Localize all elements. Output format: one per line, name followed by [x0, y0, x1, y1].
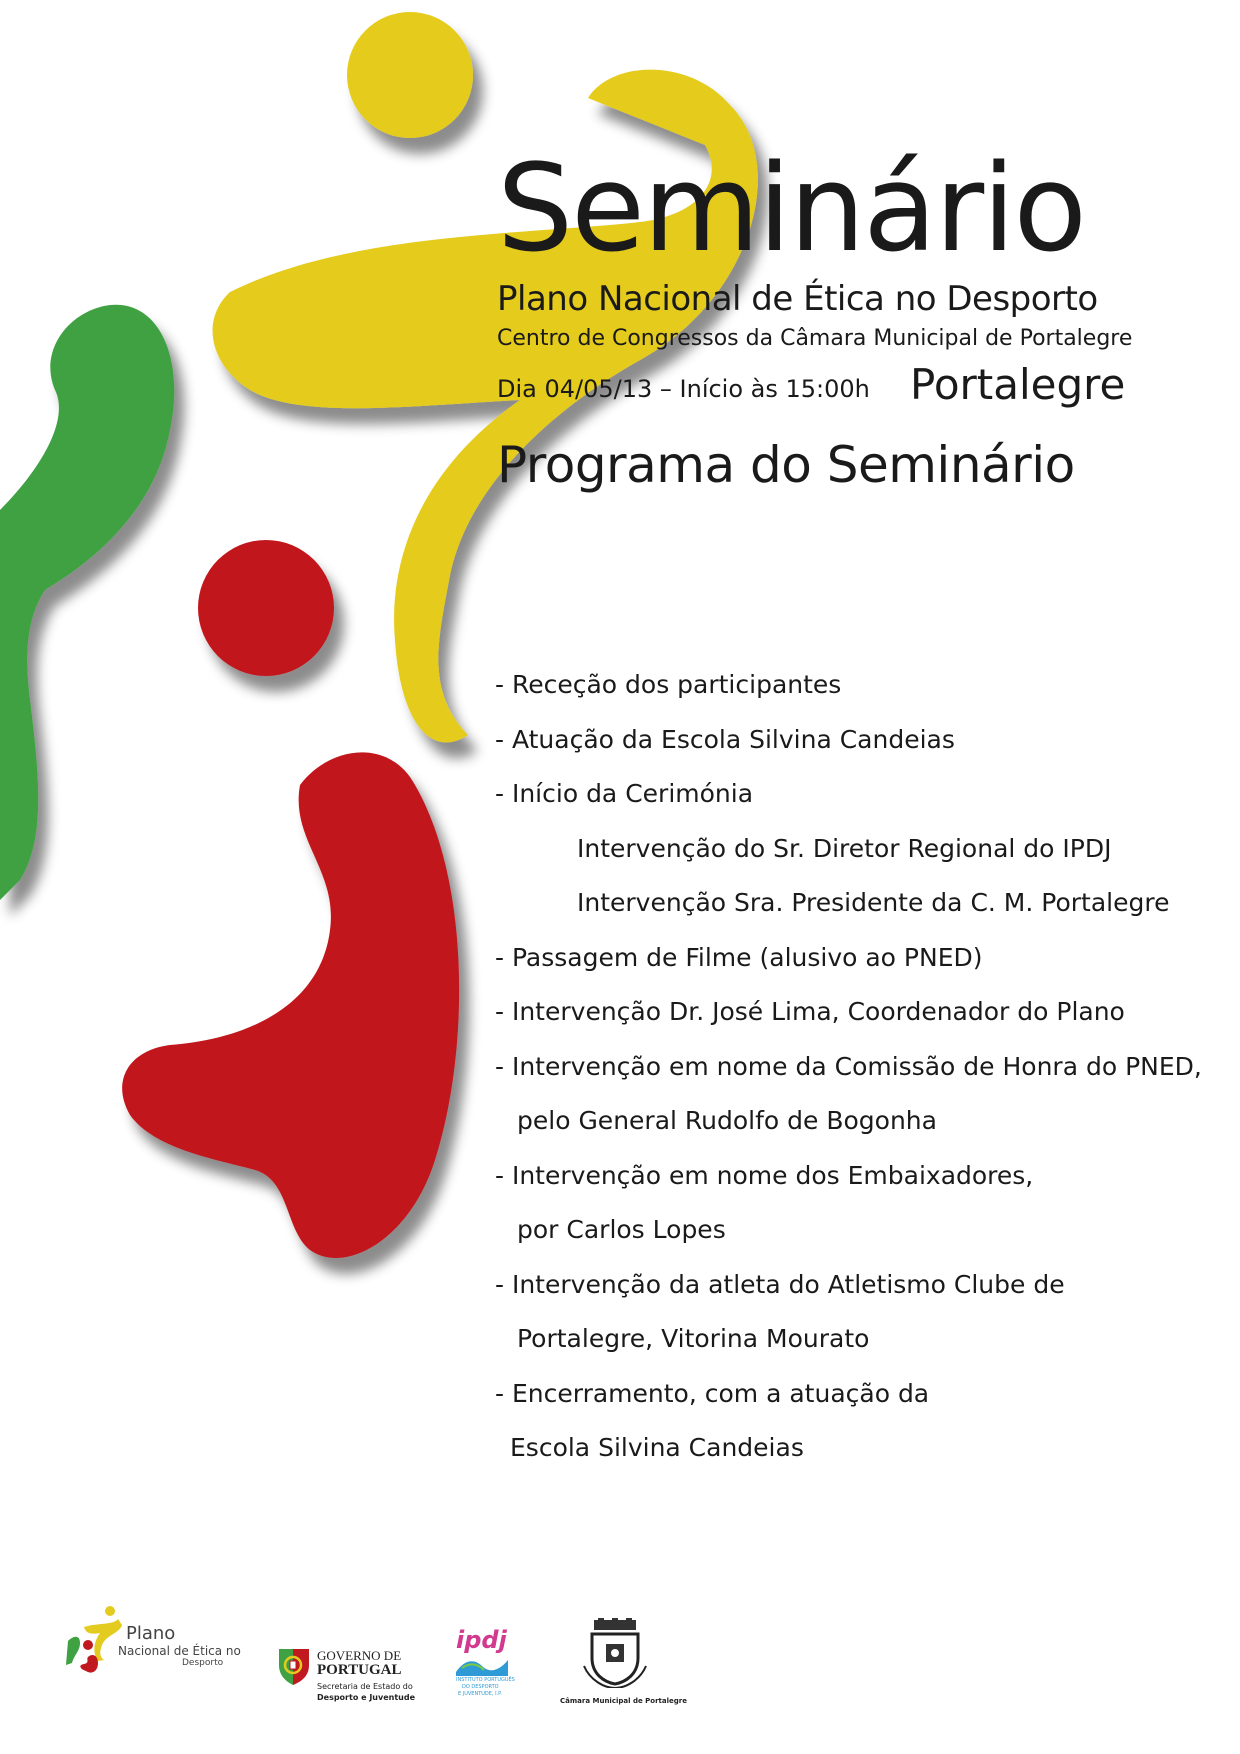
pned-logo-line2: Nacional de Ética no	[118, 1644, 241, 1658]
ipdj-caption3: E JUVENTUDE, I.P.	[458, 1691, 502, 1697]
program-item: - Atuação da Escola Silvina Candeias	[495, 724, 955, 754]
program-item: - Intervenção em nome dos Embaixadores,	[495, 1160, 1034, 1190]
program-item-continuation: Portalegre, Vitorina Mourato	[517, 1324, 870, 1353]
program-item: - Início da Cerimónia	[495, 779, 754, 808]
governo-line1: GOVERNO DE	[317, 1648, 402, 1663]
city-coat-of-arms-icon	[580, 1618, 650, 1688]
governo-line4: Desporto e Juventude	[317, 1693, 415, 1702]
subtitle: Plano Nacional de Ética no Desporto	[497, 279, 1098, 319]
program-list	[495, 670, 1202, 1488]
program-subitem: Intervenção Sra. Presidente da C. M. Portalegre	[577, 888, 1170, 917]
program-item: - Intervenção em nome da Comissão de Honra do PNED,	[495, 1051, 1202, 1081]
page-title: Seminário	[497, 140, 1085, 279]
portugal-emblem-icon	[275, 1645, 313, 1689]
pned-logo-line1: Plano	[126, 1623, 176, 1644]
program-item: - Intervenção Dr. José Lima, Coordenador do Plano	[495, 997, 1125, 1026]
pned-logo-line3: Desporto	[182, 1658, 224, 1668]
program-item-continuation: pelo General Rudolfo de Bogonha	[517, 1106, 937, 1135]
green-figure-shape	[0, 305, 174, 900]
program-item: - Receção dos participantes	[495, 670, 842, 699]
program-item: - Passagem de Filme (alusivo ao PNED)	[495, 942, 983, 972]
ipdj-wordmark: ipdj	[456, 1626, 507, 1654]
program-item-continuation: Escola Silvina Candeias	[510, 1433, 804, 1462]
governo-line3: Secretaria de Estado do	[317, 1682, 413, 1691]
program-item: - Encerramento, com a atuação da	[495, 1378, 930, 1408]
ipdj-caption2: DO DESPORTO	[462, 1684, 499, 1690]
venue-text: Centro de Congressos da Câmara Municipal de Portalegre	[497, 326, 1133, 351]
governo-portugal-logo	[275, 1645, 425, 1702]
ipdj-wave-icon	[454, 1654, 510, 1676]
camara-portalegre-logo	[560, 1618, 687, 1708]
governo-line2: PORTUGAL	[317, 1662, 402, 1678]
ipdj-logo	[452, 1626, 515, 1698]
program-item: - Intervenção da atleta do Atletismo Clube de	[495, 1269, 1065, 1299]
city-text: Portalegre	[910, 360, 1126, 409]
camara-caption: Câmara Municipal de Portalegre	[560, 1697, 687, 1705]
pned-logo-mark	[66, 1605, 126, 1675]
ipdj-caption1: INSTITUTO PORTUGUÊS	[456, 1677, 515, 1683]
date-text: Dia 04/05/13 – Início às 15:00h	[497, 375, 870, 403]
program-title: Programa do Seminário	[497, 436, 1075, 494]
program-item-continuation: por Carlos Lopes	[517, 1215, 726, 1244]
program-subitem: Intervenção do Sr. Diretor Regional do IPDJ	[577, 833, 1112, 863]
pned-logo	[66, 1605, 256, 1675]
